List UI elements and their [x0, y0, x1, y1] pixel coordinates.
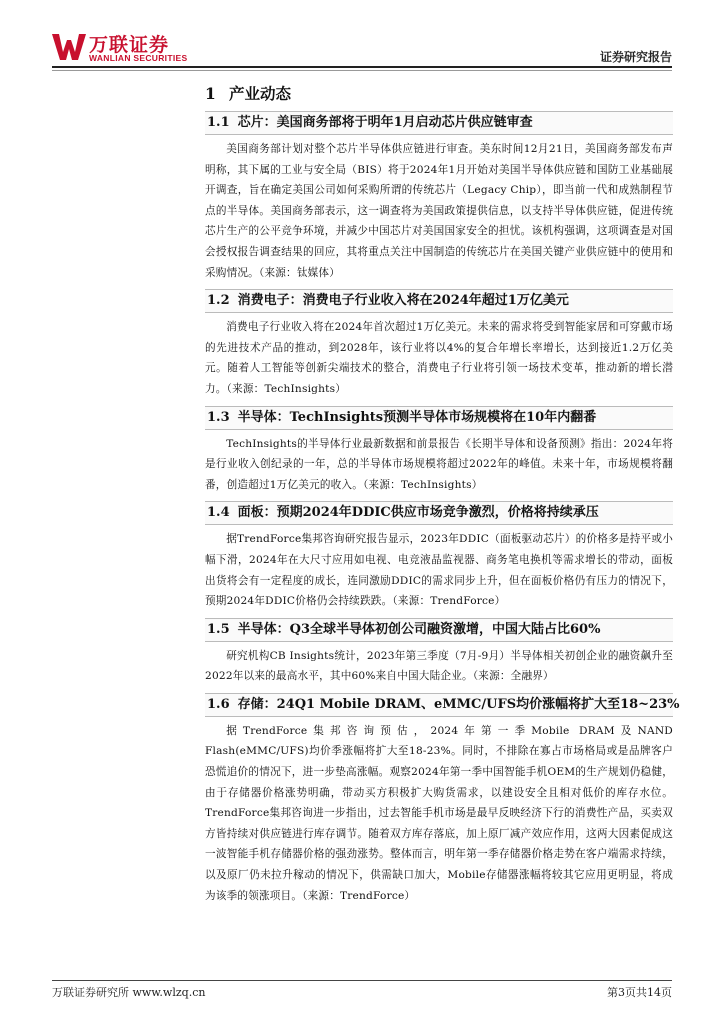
section-title: 芯片：美国商务部将于明年1月启动芯片供应链审查	[237, 115, 533, 130]
section-1-1	[205, 111, 673, 283]
section-title: 面板：预期2024年DDIC供应市场竞争激烈，价格将持续承压	[237, 505, 599, 521]
section-1-5	[205, 618, 673, 687]
page-header	[52, 28, 672, 66]
section-body: 据TrendForce集邦咨询研究报告显示，2023年DDIC（面板驱动芯片）的价格多是持平或小幅下滑，2024年在大尺寸应用如电视、电竞液晶监视器、商务笔电换机等需求增长的带动，面板出货将会有一定程度的成长，连同激励DDIC的需求同步上升，但在面板价格仍有压力的情况下，预期2024年DDIC价格仍会持续跌跌。（来源：TrendForce）	[205, 533, 673, 608]
section-number: 1.2	[207, 293, 230, 309]
header-divider	[52, 66, 672, 68]
section-heading	[205, 406, 673, 430]
section-number: 1.3	[207, 409, 230, 425]
chapter-title: 产业动态	[229, 84, 292, 103]
section-body: 消费电子行业收入将在2024年首次超过1万亿美元。未来的需求将受到智能家居和可穿戴市场的先进技术产品的推动，到2028年，该行业将以4%的复合年增长率增长，达到接近1.2万亿美元。随着人工智能等创新尖端技术的整合，消费电子行业将引领一场技术变革，推动新的增长潜力。（来源：TechInsights）	[205, 321, 673, 395]
section-heading	[205, 289, 673, 313]
section-1-2	[205, 289, 673, 399]
section-1-4	[205, 501, 673, 611]
company-logo	[52, 28, 192, 64]
section-title: 消费电子：消费电子行业收入将在2024年超过1万亿美元	[237, 293, 569, 309]
wanlian-logo-icon	[52, 32, 86, 62]
section-body: 美国商务部计划对整个芯片半导体供应链进行审查。美东时间12月21日，美国商务部发布声明称，其下属的工业与安全局（BIS）将于2024年1月开始对美国半导体供应链和国防工业基础展开调查，旨在确定美国公司如何采购所谓的传统芯片（Legacy Chip），即当前一代和成熟制程节点的半导体。美国商务部表示，这一调查将为美国政策提供信息，以支持半导体供应链，促进传统芯片生产的公平竞争环境，并减少中国芯片对美国国家安全的担忧。该机构强调，这项调查是对国会授权报告调查结果的回应，其将重点关注中国制造的传统芯片在美国关键产业供应链中的使用和采购情况。（来源：钛媒体）	[205, 143, 673, 279]
footer-divider	[52, 980, 672, 981]
section-title: 半导体：TechInsights预测半导体市场规模将在10年内翻番	[237, 409, 597, 425]
footer-source: 万联证券研究所 www.wlzq.cn	[52, 986, 206, 999]
section-body: TechInsights的半导体行业最新数据和前景报告《长期半导体和设备预测》指出：2024年将是行业收入创纪录的一年，总的半导体市场规模将超过2022年的峰值。未来十年，市场规模将翻番，创造超过1万亿美元的收入。（来源：TechInsights）	[205, 437, 673, 491]
section-heading	[205, 111, 673, 135]
section-title: 存储：24Q1 Mobile DRAM、eMMC/UFS均价涨幅将扩大至18~23%	[237, 696, 680, 712]
section-number: 1.5	[207, 621, 230, 637]
section-heading	[205, 693, 680, 717]
header-divider-thin	[52, 70, 672, 71]
brand-name-en: WANLIAN SECURITIES	[89, 53, 188, 63]
section-number: 1.6	[207, 696, 230, 712]
section-number: 1.4	[207, 505, 230, 521]
section-heading	[205, 501, 673, 525]
chapter-heading	[205, 83, 673, 105]
section-title: 半导体：Q3全球半导体初创公司融资激增，中国大陆占比60%	[237, 621, 601, 637]
section-number: 1.1	[207, 115, 230, 130]
section-1-3	[205, 406, 673, 496]
section-body: 研究机构CB Insights统计，2023年第三季度（7月-9月）半导体相关初创企业的融资飙升至2022年以来的最高水平，其中60%来自中国大陆企业。（来源：全融界）	[205, 649, 673, 683]
report-type-label: 证券研究报告	[599, 50, 672, 64]
page-number: 第3页共14页	[607, 986, 672, 999]
brand-name-cn: 万联证券	[89, 34, 170, 56]
chapter-number: 1	[205, 84, 216, 103]
section-heading	[205, 618, 673, 642]
section-1-6	[205, 693, 680, 906]
section-body: 据TrendForce集邦咨询预估，2024年第一季Mobile DRAM及NAND Flash(eMMC/UFS)均价季涨幅将扩大至18-23%。同时，不排除在寡占市场格局或是品牌客户恐慌追价的情况下，进一步垫高涨幅。观察2024年第一季中国智能手机OEM的生产规划仍稳健，由于存储器价格涨势明确，带动买方积极扩大购货需求，以建设安全且相对低价的库存水位。TrendForce集邦咨询进一步指出，过去智能手机市场是最早反映经济下行的消费性产品，买卖双方皆持续对供应链进行库存调节。随着双方库存落底，加上原厂减产效应作用，这两大因素促成这一波智能手机存储器价格的强劲涨势。整体而言，明年第一季存储器价格走势在客户端需求持续，以及原厂仍未拉升稼动的情况下，供需缺口加大，Mobile存储器涨幅将较其它应用更明显，将成为该季的领涨项目。（来源：TrendForce）	[205, 724, 673, 902]
main-content	[205, 83, 680, 906]
